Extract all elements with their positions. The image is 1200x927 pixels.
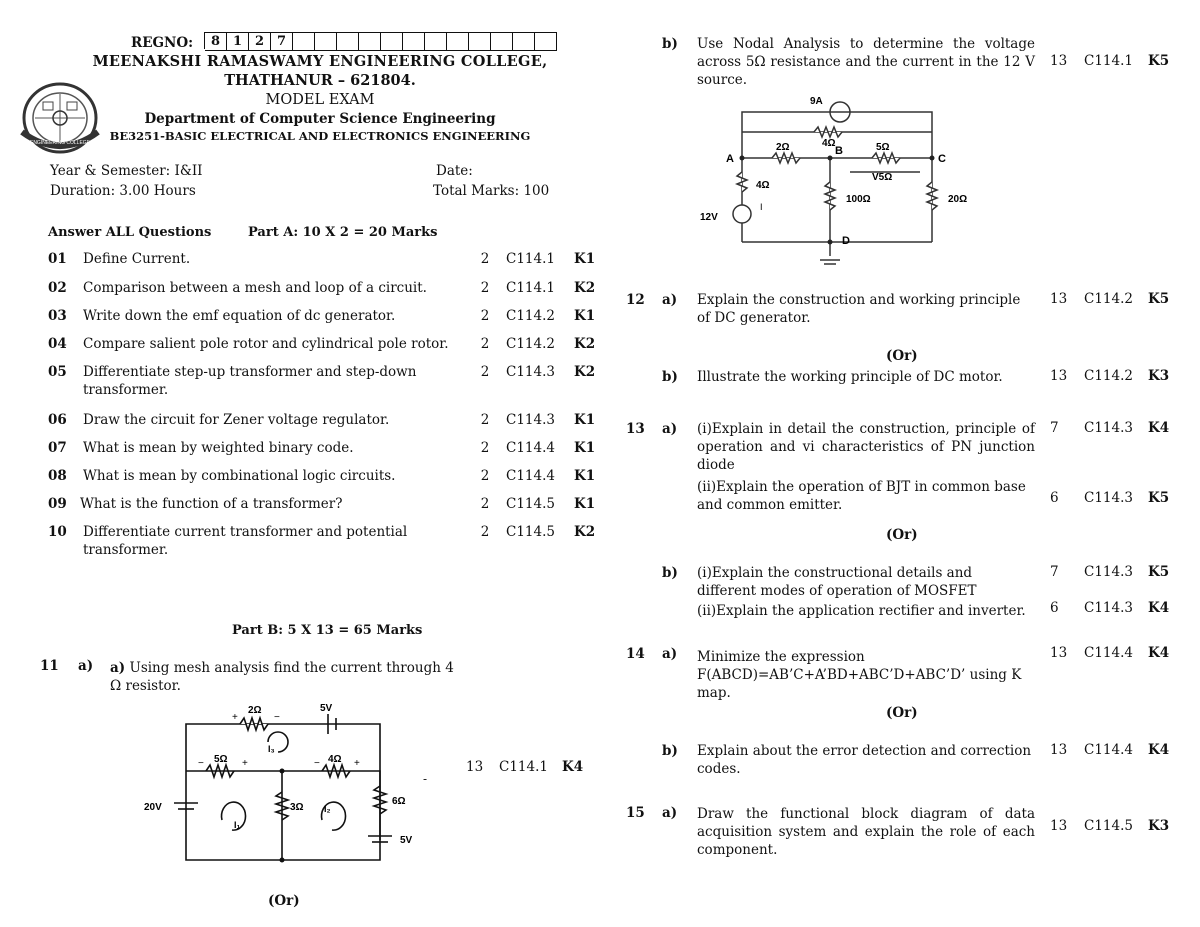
regno-digit-box [381, 32, 403, 51]
q12a-marks: 13 [1050, 291, 1068, 307]
q11-marks: 13 [466, 759, 484, 775]
q12b-co: C114.2 [1084, 368, 1133, 384]
q13a-marks1: 7 [1050, 420, 1059, 436]
question-co: C114.5 [506, 496, 555, 512]
question-k-level: K1 [574, 308, 596, 324]
question-text: Comparison between a mesh and loop of a circuit. [83, 280, 427, 296]
college-address: THATHANUR – 621804. [224, 72, 416, 89]
question-text: Write down the emf equation of dc generator. [83, 308, 396, 324]
question-co: C114.3 [506, 364, 555, 380]
q13b-k2: K4 [1148, 600, 1170, 616]
q13b-marks2: 6 [1050, 600, 1059, 616]
q13a-k2: K5 [1148, 490, 1170, 506]
q12a-co: C114.2 [1084, 291, 1133, 307]
question-co: C114.4 [506, 440, 555, 456]
q14b-k: K4 [1148, 742, 1170, 758]
question-k-level: K2 [574, 336, 596, 352]
q11b-marks: 13 [1050, 53, 1068, 69]
regno-digit-box [535, 32, 557, 51]
c2-node-a: A [726, 153, 734, 165]
q12b-marks: 13 [1050, 368, 1068, 384]
q15a-sub: a) [662, 805, 678, 821]
regno-digit-box: 1 [227, 32, 249, 51]
q13b-sub: b) [662, 565, 678, 581]
q14a-co: C114.4 [1084, 645, 1133, 661]
question-marks: 2 [480, 468, 490, 484]
q15a-k: K3 [1148, 818, 1170, 834]
question-marks: 2 [480, 440, 490, 456]
q14-number: 14 [626, 646, 645, 662]
q13-number: 13 [626, 421, 645, 437]
regno-digit-box [337, 32, 359, 51]
question-k-level: K1 [574, 468, 596, 484]
q13a-text1: (i)Explain in detail the construction, principle of operation and vi characteristics of PN junction diode [697, 421, 1035, 473]
c1-v2-label: 5V [400, 835, 413, 846]
question-co: C114.2 [506, 308, 555, 324]
q11-text [110, 659, 455, 695]
mesh-circuit-diagram [140, 700, 440, 870]
svg-text:+: + [242, 758, 248, 769]
question-co: C114.1 [506, 251, 555, 267]
q11b-sub: b) [662, 36, 678, 52]
question-text: What is the function of a transformer? [80, 496, 343, 512]
year-semester: Year & Semester: I&II [50, 163, 203, 179]
question-co: C114.1 [506, 280, 555, 296]
q14b-co: C114.4 [1084, 742, 1133, 758]
c2-r6-label: 20Ω [948, 194, 968, 205]
c2-v5-label: V5Ω [872, 172, 893, 183]
q12b-k: K3 [1148, 368, 1170, 384]
part-a-question-row [48, 439, 608, 459]
regno-digit-box [491, 32, 513, 51]
q14a-k: K4 [1148, 645, 1170, 661]
question-co: C114.2 [506, 336, 555, 352]
question-number: 05 [48, 364, 67, 380]
q12a-sub: a) [662, 292, 678, 308]
exam-title: MODEL EXAM [265, 92, 375, 108]
svg-text:−: − [198, 758, 204, 769]
question-marks: 2 [480, 524, 490, 540]
question-text: Compare salient pole rotor and cylindrical pole rotor. [83, 336, 449, 352]
c1-v1-label: 5V [320, 703, 333, 714]
question-k-level: K2 [574, 280, 596, 296]
q14-or: (Or) [886, 705, 918, 721]
regno-label: REGNO: [131, 35, 194, 51]
q14b-marks: 13 [1050, 742, 1068, 758]
question-marks: 2 [480, 280, 490, 296]
q12-or: (Or) [886, 348, 918, 364]
q11-co: C114.1 [499, 759, 548, 775]
logo-caption: ENGINEERING COLLEGE [29, 140, 90, 146]
college-name: MEENAKSHI RAMASWAMY ENGINEERING COLLEGE, [92, 53, 548, 70]
q13a-k1: K4 [1148, 420, 1170, 436]
svg-text:+: + [232, 712, 238, 723]
q13b-text1: (i)Explain the constructional details and different modes of operation of MOSFET [697, 565, 977, 599]
q14a-sub: a) [662, 646, 678, 662]
c1-i3-label: I₃ [268, 744, 275, 754]
c1-r4-label: 3Ω [290, 802, 304, 813]
q13b-marks1: 7 [1050, 564, 1059, 580]
q14b-sub: b) [662, 743, 678, 759]
c2-node-b: B [835, 145, 843, 157]
question-number: 09 [48, 496, 67, 512]
question-co: C114.4 [506, 468, 555, 484]
c2-vs-label: 12V [700, 212, 718, 223]
q11-or: (Or) [268, 893, 300, 909]
c2-r5-label: 100Ω [846, 194, 871, 205]
question-co: C114.5 [506, 524, 555, 540]
total-marks: Total Marks: 100 [433, 183, 550, 199]
c2-node-d: D [842, 235, 850, 247]
question-marks: 2 [480, 308, 490, 324]
question-number: 10 [48, 524, 67, 540]
question-number: 07 [48, 440, 67, 456]
part-a-question-row [48, 411, 608, 431]
regno-digit-box [447, 32, 469, 51]
regno-digit-box [469, 32, 491, 51]
regno-digit-box: 7 [271, 32, 293, 51]
part-a-question-row [48, 335, 608, 355]
q14b-text: Explain about the error detection and correction codes. [697, 743, 1032, 777]
q13a-marks2: 6 [1050, 490, 1059, 506]
q12b-sub: b) [662, 369, 678, 385]
part-a-title: Part A: 10 X 2 = 20 Marks [248, 225, 438, 240]
course-title: BE3251-BASIC ELECTRICAL AND ELECTRONICS ENGINEERING [109, 129, 531, 143]
c2-cs-label: 9A [810, 96, 823, 107]
c1-i1-label: I₁ [234, 820, 241, 830]
c1-i2-label: I₂ [324, 804, 331, 814]
question-text: Differentiate current transformer and potential transformer. [83, 524, 408, 558]
q13b-co1: C114.3 [1084, 564, 1133, 580]
q12-number: 12 [626, 292, 645, 308]
q13-or: (Or) [886, 527, 918, 543]
regno-digit-box: 8 [205, 32, 227, 51]
q13a-sub: a) [662, 421, 678, 437]
q14a-text1: Minimize the expression [697, 649, 865, 665]
regno-digit-box: 2 [249, 32, 271, 51]
question-k-level: K1 [574, 496, 596, 512]
q15a-text: Draw the functional block diagram of data acquisition system and explain the role of each component. [697, 806, 1035, 858]
q11b-co: C114.1 [1084, 53, 1133, 69]
q11b-k: K5 [1148, 53, 1170, 69]
part-a-question-row [48, 523, 608, 558]
svg-text:−: − [274, 712, 280, 723]
q13b-k1: K5 [1148, 564, 1170, 580]
part-a-question-row [48, 279, 608, 299]
question-marks: 2 [480, 251, 490, 267]
question-number: 06 [48, 412, 67, 428]
date-label: Date: [436, 163, 473, 179]
question-k-level: K1 [574, 440, 596, 456]
q11-question: Using mesh analysis find the current through 4 Ω resistor. [110, 660, 454, 694]
part-a-question-row [48, 495, 608, 515]
c2-r4-label: 4Ω [756, 180, 770, 191]
c2-current-label: I [760, 202, 763, 212]
q15a-co: C114.5 [1084, 818, 1133, 834]
q13a-text2: (ii)Explain the operation of BJT in common base and common emitter. [697, 479, 1026, 513]
q11b-text: Use Nodal Analysis to determine the voltage across 5Ω resistance and the current in the 12 V source. [697, 36, 1035, 88]
regno-boxes [204, 32, 557, 49]
q11-sub: a) [78, 658, 94, 674]
q13b-co2: C114.3 [1084, 600, 1133, 616]
q12a-text: Explain the construction and working principle of DC generator. [697, 292, 1021, 326]
c1-r2-label: 5Ω [214, 754, 228, 765]
q15-number: 15 [626, 805, 645, 821]
question-number: 04 [48, 336, 67, 352]
regno-digit-box [513, 32, 535, 51]
part-a-question-row [48, 250, 608, 270]
question-k-level: K2 [574, 524, 596, 540]
part-a-question-row [48, 363, 608, 398]
duration: Duration: 3.00 Hours [50, 183, 196, 199]
question-number: 01 [48, 251, 67, 267]
svg-text:−: − [314, 758, 320, 769]
question-text: Define Current. [83, 251, 191, 267]
regno-digit-box [315, 32, 337, 51]
department: Department of Computer Science Engineering [144, 111, 496, 127]
q11-number: 11 [40, 658, 59, 674]
c1-r1-label: 2Ω [248, 705, 262, 716]
q13b-text2: (ii)Explain the application rectifier and inverter. [697, 603, 1026, 619]
q15a-marks: 13 [1050, 818, 1068, 834]
c2-r3-label: 5Ω [876, 142, 890, 153]
question-text: What is mean by combinational logic circuits. [83, 468, 396, 484]
question-marks: 2 [480, 336, 490, 352]
nodal-circuit-diagram [700, 94, 968, 270]
question-co: C114.3 [506, 412, 555, 428]
part-a-question-row [48, 307, 608, 327]
svg-text:+: + [354, 758, 360, 769]
regno-digit-box [293, 32, 315, 51]
regno-digit-box [425, 32, 447, 51]
question-text: Draw the circuit for Zener voltage regulator. [83, 412, 390, 428]
question-k-level: K1 [574, 412, 596, 428]
q14a-text2: F(ABCD)=AB’C+A’BD+ABC’D+ABC’D’ using K map. [697, 667, 1022, 701]
q14a-marks: 13 [1050, 645, 1068, 661]
q12a-k: K5 [1148, 291, 1170, 307]
q11-prefix: a) [110, 660, 126, 676]
question-k-level: K2 [574, 364, 596, 380]
question-text: Differentiate step-up transformer and step-down transformer. [83, 364, 417, 398]
question-marks: 2 [480, 364, 490, 380]
question-k-level: K1 [574, 251, 596, 267]
q13a-co2: C114.3 [1084, 490, 1133, 506]
part-b-title: Part B: 5 X 13 = 65 Marks [232, 623, 423, 638]
c2-r2-label: 4Ω [822, 138, 836, 149]
c2-r1-label: 2Ω [776, 142, 790, 153]
instruction: Answer ALL Questions [48, 225, 212, 240]
question-number: 08 [48, 468, 67, 484]
question-text: What is mean by weighted binary code. [83, 440, 354, 456]
c1-r3-label: 4Ω [328, 754, 342, 765]
regno-digit-box [359, 32, 381, 51]
part-a-question-row [48, 467, 608, 487]
c2-node-c: C [938, 153, 946, 165]
regno-digit-box [403, 32, 425, 51]
q12b-text: Illustrate the working principle of DC motor. [697, 369, 1003, 385]
question-marks: 2 [480, 496, 490, 512]
c1-r5-label: 6Ω [392, 796, 406, 807]
q13a-co1: C114.3 [1084, 420, 1133, 436]
question-number: 02 [48, 280, 67, 296]
question-marks: 2 [480, 412, 490, 428]
c1-vs-label: 20V [144, 802, 162, 813]
q11-k: K4 [562, 759, 584, 775]
question-number: 03 [48, 308, 67, 324]
